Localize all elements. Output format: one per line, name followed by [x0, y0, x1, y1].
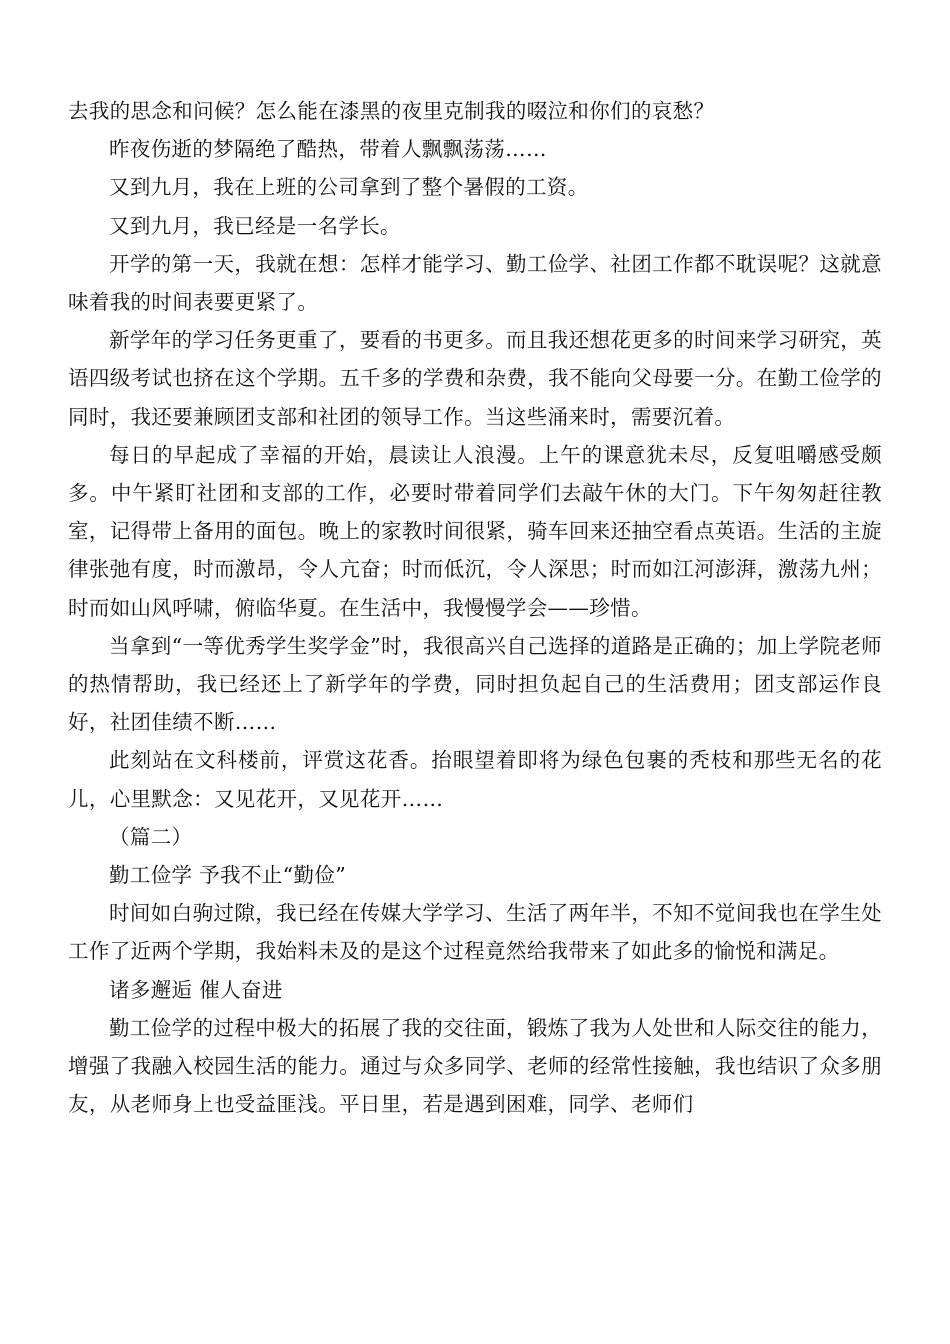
paragraph: 去我的思念和问候？怎么能在漆黑的夜里克制我的啜泣和你们的哀愁？	[68, 99, 715, 123]
section-label: （篇二）	[109, 824, 193, 849]
section-title: 勤工俭学 予我不止“勤俭”	[109, 863, 347, 888]
paragraph: 开学的第一天，我就在想：怎样才能学习、勤工俭学、社团工作都不耽误呢？这就意味着我的时间表要更紧了。	[68, 251, 882, 315]
paragraph: 又到九月，我在上班的公司拿到了整个暑假的工资。	[109, 175, 589, 200]
document-body	[68, 92, 882, 1123]
paragraph: 每日的早起成了幸福的开始，晨读让人浪漫。上午的课意犹未尽，反复咀嚼感受颇多。中午紧盯社团和支部的工作，必要时带着同学们去敲午休的大门。下午匆匆赶往教室，记得带上备用的面包。晚上的家教时间很紧，骑车回来还抽空看点英语。生活的主旋律张弛有度，时而激昂，令人亢奋；时而低沉，令人深思；时而如江河澎湃，激荡九州；时而如山风呼啸，俯临华夏。在生活中，我慢慢学会——珍惜。	[68, 442, 882, 620]
paragraph: 此刻站在文科楼前，评赏这花香。抬眼望着即将为绿色包裹的秃枝和那些无名的花儿，心里默念：又见花开，又见花开……	[68, 748, 882, 811]
paragraph: 昨夜伤逝的梦隔绝了酷热，带着人飘飘荡荡……	[109, 137, 547, 162]
subsection-title: 诸多邂逅 催人奋进	[109, 977, 283, 1002]
paragraph: 时间如白驹过隙，我已经在传媒大学学习、生活了两年半，不知不觉间我也在学生处工作了近两个学期，我始料未及的是这个过程竟然给我带来了如此多的愉悦和满足。	[68, 901, 882, 964]
paragraph: 勤工俭学的过程中极大的拓展了我的交往面，锻炼了我为人处世和人际交往的能力，增强了我融入校园生活的能力。通过与众多同学、老师的经常性接触，我也结识了众多朋友，从老师身上也受益匪浅。平日里，若是遇到困难，同学、老师们	[68, 1015, 882, 1117]
paragraph: 新学年的学习任务更重了，要看的书更多。而且我还想花更多的时间来学习研究，英语四级考试也挤在这个学期。五千多的学费和杂费，我不能向父母要一分。在勤工俭学的同时，我还要兼顾团支部和社团的领导工作。当这些涌来时，需要沉着。	[68, 328, 882, 429]
paragraph: 当拿到“一等优秀学生奖学金”时，我很高兴自己选择的道路是正确的；加上学院老师的热情帮助，我已经还上了新学年的学费，同时担负起自己的生活费用；团支部运作良好，社团佳绩不断……	[68, 633, 882, 735]
paragraph: 又到九月，我已经是一名学长。	[109, 213, 401, 238]
